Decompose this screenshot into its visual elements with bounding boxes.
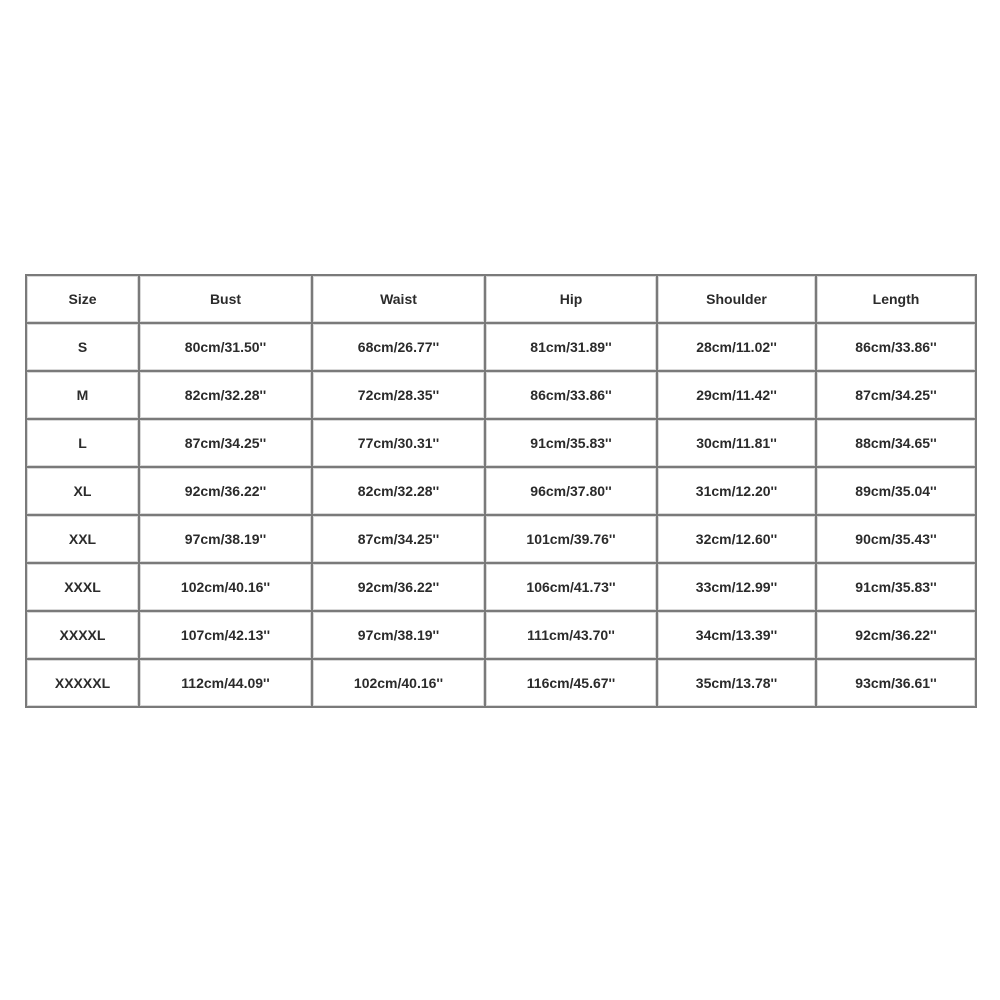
table-row	[26, 611, 976, 659]
length-cell: 90cm/35.43''	[816, 515, 976, 563]
waist-cell: 92cm/36.22''	[312, 563, 485, 611]
hip-cell: 81cm/31.89''	[485, 323, 657, 371]
size-cell: L	[26, 419, 139, 467]
size-cell: M	[26, 371, 139, 419]
table-row	[26, 371, 976, 419]
hip-cell: 106cm/41.73''	[485, 563, 657, 611]
shoulder-cell: 31cm/12.20''	[657, 467, 816, 515]
header-row	[26, 275, 976, 323]
shoulder-cell: 33cm/12.99''	[657, 563, 816, 611]
header-waist: Waist	[312, 275, 485, 323]
hip-cell: 86cm/33.86''	[485, 371, 657, 419]
waist-cell: 68cm/26.77''	[312, 323, 485, 371]
bust-cell: 107cm/42.13''	[139, 611, 312, 659]
bust-cell: 92cm/36.22''	[139, 467, 312, 515]
waist-cell: 77cm/30.31''	[312, 419, 485, 467]
shoulder-cell: 34cm/13.39''	[657, 611, 816, 659]
waist-cell: 87cm/34.25''	[312, 515, 485, 563]
table-row	[26, 515, 976, 563]
length-cell: 93cm/36.61''	[816, 659, 976, 707]
length-cell: 92cm/36.22''	[816, 611, 976, 659]
table-row	[26, 323, 976, 371]
length-cell: 91cm/35.83''	[816, 563, 976, 611]
bust-cell: 102cm/40.16''	[139, 563, 312, 611]
waist-cell: 82cm/32.28''	[312, 467, 485, 515]
table-row	[26, 563, 976, 611]
length-cell: 89cm/35.04''	[816, 467, 976, 515]
size-chart-table	[25, 274, 977, 708]
shoulder-cell: 35cm/13.78''	[657, 659, 816, 707]
hip-cell: 96cm/37.80''	[485, 467, 657, 515]
waist-cell: 97cm/38.19''	[312, 611, 485, 659]
hip-cell: 101cm/39.76''	[485, 515, 657, 563]
size-cell: XXXL	[26, 563, 139, 611]
header-shoulder: Shoulder	[657, 275, 816, 323]
header-size: Size	[26, 275, 139, 323]
size-cell: XXL	[26, 515, 139, 563]
bust-cell: 112cm/44.09''	[139, 659, 312, 707]
bust-cell: 80cm/31.50''	[139, 323, 312, 371]
table-row	[26, 659, 976, 707]
hip-cell: 91cm/35.83''	[485, 419, 657, 467]
header-bust: Bust	[139, 275, 312, 323]
size-cell: S	[26, 323, 139, 371]
bust-cell: 97cm/38.19''	[139, 515, 312, 563]
shoulder-cell: 29cm/11.42''	[657, 371, 816, 419]
header-hip: Hip	[485, 275, 657, 323]
shoulder-cell: 30cm/11.81''	[657, 419, 816, 467]
size-cell: XL	[26, 467, 139, 515]
shoulder-cell: 28cm/11.02''	[657, 323, 816, 371]
header-length: Length	[816, 275, 976, 323]
waist-cell: 72cm/28.35''	[312, 371, 485, 419]
length-cell: 86cm/33.86''	[816, 323, 976, 371]
table-row	[26, 419, 976, 467]
bust-cell: 87cm/34.25''	[139, 419, 312, 467]
table-row	[26, 467, 976, 515]
hip-cell: 111cm/43.70''	[485, 611, 657, 659]
bust-cell: 82cm/32.28''	[139, 371, 312, 419]
size-cell: XXXXL	[26, 611, 139, 659]
hip-cell: 116cm/45.67''	[485, 659, 657, 707]
waist-cell: 102cm/40.16''	[312, 659, 485, 707]
length-cell: 88cm/34.65''	[816, 419, 976, 467]
size-cell: XXXXXL	[26, 659, 139, 707]
length-cell: 87cm/34.25''	[816, 371, 976, 419]
shoulder-cell: 32cm/12.60''	[657, 515, 816, 563]
